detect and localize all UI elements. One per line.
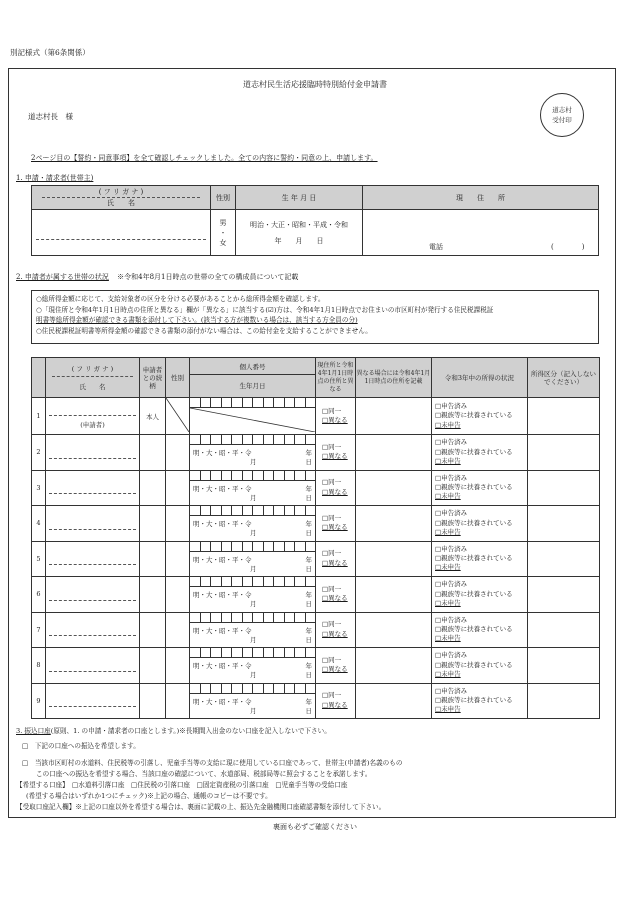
prev-address-cell[interactable] bbox=[356, 648, 432, 684]
income-dependent[interactable]: □親族等に扶養されている bbox=[435, 483, 513, 492]
household-row bbox=[32, 470, 600, 506]
member-gender-cell[interactable] bbox=[166, 577, 190, 613]
ymd-labels: 年 月 日 bbox=[274, 236, 324, 245]
col-mynumber: 個人番号 bbox=[190, 359, 315, 375]
notice-line-4: ○住民税課税証明書等所得金額の確認できる書類の添付がない場合は、この給付金を支給することができません。 bbox=[36, 326, 372, 335]
different-checkbox[interactable]: □異なる bbox=[322, 487, 348, 496]
stamp-line-2: 受付印 bbox=[552, 116, 572, 124]
income-class-cell bbox=[528, 648, 600, 684]
col-furigana: ( フ リ ガ ナ ) bbox=[52, 364, 133, 377]
notice-line-2: ○「現住所と令和4年1月1日時点の住所と異なる」欄が「異なる」に該当する(☑)方は、令和4年1月1日時点でお住まいの市区町村が発行する住民税課税証 bbox=[36, 305, 494, 314]
birthdate-header: 生 年 月 日 bbox=[236, 186, 363, 210]
member-gender-cell[interactable] bbox=[166, 506, 190, 542]
income-status-cell[interactable] bbox=[432, 648, 528, 684]
notice-line-3: 明書等総所得金額が確認できる書類を添付して下さい。(該当する方が複数いる場合は、該当する方全員の分) bbox=[36, 316, 358, 324]
mynumber-birth-cell[interactable] bbox=[190, 470, 316, 506]
same-checkbox[interactable]: □同一 bbox=[322, 513, 342, 522]
income-dependent[interactable]: □親族等に扶養されている bbox=[435, 411, 513, 420]
gender-sep: ・ bbox=[219, 228, 227, 237]
household-row bbox=[32, 435, 600, 471]
bank-option-1[interactable]: □ 下記の口座への振込を希望します。 bbox=[22, 742, 140, 750]
same-checkbox[interactable]: □同一 bbox=[322, 620, 342, 629]
rownum-header bbox=[32, 358, 46, 398]
member-name-cell[interactable] bbox=[46, 398, 140, 435]
applicant-birth-slash bbox=[190, 408, 315, 432]
birth-month-label: 月 bbox=[250, 458, 257, 466]
relation-cell[interactable] bbox=[140, 506, 166, 542]
income-status-cell[interactable] bbox=[432, 435, 528, 471]
birth-eras: 明・大・昭・平・令 bbox=[193, 484, 252, 493]
stamp-line-1: 道志村 bbox=[552, 106, 572, 114]
prev-address-cell[interactable] bbox=[356, 612, 432, 648]
section3-heading: 3. 振込口座 bbox=[16, 727, 51, 735]
birth-date-label: 日 bbox=[305, 564, 312, 573]
birth-eras: 明・大・昭・平・令 bbox=[193, 555, 252, 564]
different-checkbox[interactable]: □異なる bbox=[322, 594, 348, 603]
income-class-cell bbox=[528, 506, 600, 542]
income-dependent[interactable]: □親族等に扶養されている bbox=[435, 696, 513, 705]
notice-line-1: ○総所得金額に応じて、支給対象者の区分を分ける必要があることから総所得金額を確認します。 bbox=[36, 295, 325, 303]
birth-eras: 明・大・昭・平・令 bbox=[193, 662, 252, 670]
income-unfiled[interactable]: □未申告 bbox=[435, 456, 461, 465]
birth-eras: 明・大・昭・平・令 bbox=[193, 591, 252, 599]
member-gender-cell[interactable] bbox=[166, 683, 190, 719]
member-name-header bbox=[46, 358, 140, 398]
same-checkbox[interactable]: □同一 bbox=[322, 478, 342, 487]
relation-header: 申請者との続柄 bbox=[140, 358, 166, 398]
prev-address-cell[interactable] bbox=[356, 541, 432, 577]
same-address-header: 現住所と令和4年1月1日時点の住所と異なる bbox=[316, 358, 356, 398]
row-number: 5 bbox=[32, 541, 46, 577]
same-checkbox[interactable]: □同一 bbox=[322, 549, 342, 558]
household-row bbox=[32, 577, 600, 613]
era-options: 明治・大正・昭和・平成・令和 bbox=[250, 220, 348, 229]
same-address-cell[interactable] bbox=[316, 577, 356, 613]
relation-cell[interactable] bbox=[140, 612, 166, 648]
birth-day-label: 年 bbox=[305, 555, 312, 564]
income-status-cell[interactable] bbox=[432, 398, 528, 435]
same-checkbox[interactable]: □同一 bbox=[322, 655, 342, 664]
member-name-cell[interactable] bbox=[46, 683, 140, 719]
bank-opt2-line-1[interactable]: □ 当該市区町村の水道料、住民税等の引落し、児童手当等の支給に現に使用している口座であって、世帯主(申請者)名義のもの bbox=[22, 759, 403, 767]
income-status-header: 令和3年中の所得の状況 bbox=[432, 358, 528, 398]
mynumber-birth-cell[interactable] bbox=[190, 506, 316, 542]
birth-month-label: 月 bbox=[250, 529, 257, 537]
relation-cell[interactable] bbox=[140, 435, 166, 471]
member-name-cell[interactable] bbox=[46, 506, 140, 542]
income-filed[interactable]: □申告済み bbox=[435, 580, 468, 589]
same-address-cell[interactable] bbox=[316, 541, 356, 577]
income-filed[interactable]: □申告済み bbox=[435, 438, 468, 447]
birth-day-label: 年 bbox=[305, 484, 312, 493]
birth-eras: 明・大・昭・平・令 bbox=[193, 520, 252, 528]
mynumber-birth-cell[interactable] bbox=[190, 683, 316, 719]
relation-cell[interactable] bbox=[140, 648, 166, 684]
income-class-header: 所得区分（記入しないでください） bbox=[528, 358, 600, 398]
birth-date-label: 日 bbox=[305, 529, 312, 537]
income-class-cell bbox=[528, 577, 600, 613]
different-checkbox[interactable]: □異なる bbox=[322, 523, 348, 532]
prev-address-cell[interactable] bbox=[356, 683, 432, 719]
gender-cell[interactable] bbox=[211, 210, 236, 256]
birth-month-label: 月 bbox=[250, 671, 257, 679]
income-dependent[interactable]: □親族等に扶養されている bbox=[435, 625, 513, 634]
gender-male[interactable]: 男 bbox=[219, 218, 227, 227]
prev-address-cell[interactable] bbox=[356, 506, 432, 542]
income-class-cell bbox=[528, 435, 600, 471]
mynumber-birth-cell[interactable] bbox=[190, 648, 316, 684]
prev-address-cell[interactable] bbox=[356, 398, 432, 435]
member-name-cell[interactable] bbox=[46, 612, 140, 648]
member-gender-header: 性別 bbox=[166, 358, 190, 398]
mynumber-birth-header bbox=[190, 358, 316, 398]
section2-heading: 2. 申請者が属する世帯の状況 bbox=[16, 273, 109, 281]
mynumber-birth-cell[interactable] bbox=[190, 577, 316, 613]
household-row bbox=[32, 398, 600, 435]
relation-cell[interactable] bbox=[140, 541, 166, 577]
household-row bbox=[32, 612, 600, 648]
row-number: 9 bbox=[32, 683, 46, 719]
income-class-cell bbox=[528, 470, 600, 506]
same-address-cell[interactable] bbox=[316, 683, 356, 719]
member-gender-cell[interactable] bbox=[166, 612, 190, 648]
same-checkbox[interactable]: □同一 bbox=[322, 691, 342, 700]
section3-heading-row bbox=[16, 726, 331, 737]
footer-note: 裏面も必ずご確認ください bbox=[273, 823, 357, 831]
income-unfiled[interactable]: □未申告 bbox=[435, 598, 461, 607]
prev-address-cell[interactable] bbox=[356, 470, 432, 506]
birth-date-label: 日 bbox=[305, 600, 312, 608]
birth-day-label: 年 bbox=[305, 591, 312, 599]
income-unfiled[interactable]: □未申告 bbox=[435, 420, 461, 429]
income-class-cell bbox=[528, 541, 600, 577]
income-class-cell bbox=[528, 683, 600, 719]
birth-eras: 明・大・昭・平・令 bbox=[193, 449, 252, 457]
different-checkbox[interactable]: □異なる bbox=[322, 452, 348, 461]
member-gender-cell[interactable] bbox=[166, 541, 190, 577]
same-address-cell[interactable] bbox=[316, 612, 356, 648]
applicant-name-header bbox=[32, 186, 211, 210]
income-filed[interactable]: □申告済み bbox=[435, 615, 468, 624]
income-unfiled[interactable]: □未申告 bbox=[435, 563, 461, 572]
income-dependent[interactable]: □親族等に扶養されている bbox=[435, 554, 513, 563]
mynumber-birth-cell[interactable] bbox=[190, 612, 316, 648]
bank-opt2-line-3[interactable]: 【希望する口座】 □水道料引落口座 □住民税の引落口座 □固定資産税の引落口座 □児童手当等の受給口座 bbox=[16, 781, 348, 789]
applicant-tag: (申請者) bbox=[80, 421, 105, 429]
relation-cell[interactable] bbox=[140, 470, 166, 506]
birth-day-label: 年 bbox=[305, 520, 312, 528]
relation-cell[interactable] bbox=[140, 577, 166, 613]
furigana-label: ( フ リ ガ ナ ) bbox=[42, 187, 200, 198]
income-filed[interactable]: □申告済み bbox=[435, 686, 468, 695]
income-unfiled[interactable]: □未申告 bbox=[435, 634, 461, 643]
birth-day-label: 年 bbox=[305, 662, 312, 670]
member-name-cell[interactable] bbox=[46, 648, 140, 684]
col-name: 氏 名 bbox=[79, 383, 106, 391]
income-dependent[interactable]: □親族等に扶養されている bbox=[435, 447, 513, 456]
income-status-cell[interactable] bbox=[432, 506, 528, 542]
tel-label: 電話 bbox=[429, 243, 443, 251]
birth-date-label: 日 bbox=[305, 635, 312, 644]
address-cell[interactable] bbox=[363, 210, 599, 256]
name-label: 氏 名 bbox=[107, 199, 135, 207]
applicant-name-cell[interactable] bbox=[32, 210, 211, 256]
form-label: 別記様式（第6条関係） bbox=[10, 48, 90, 57]
relation-cell[interactable] bbox=[140, 398, 166, 435]
different-checkbox[interactable]: □異なる bbox=[322, 558, 348, 567]
applicant-table bbox=[31, 185, 599, 256]
birth-month-label: 月 bbox=[250, 600, 257, 608]
household-row bbox=[32, 506, 600, 542]
income-status-cell[interactable] bbox=[432, 577, 528, 613]
income-dependent[interactable]: □親族等に扶養されている bbox=[435, 518, 513, 527]
member-name-cell[interactable] bbox=[46, 470, 140, 506]
birth-date-label: 日 bbox=[305, 493, 312, 502]
member-name-cell[interactable] bbox=[46, 577, 140, 613]
bank-opt2-line-2: この口座への振込を希望する場合、当該口座の確認について、水道部局、税部局等に照会することを承諾します。 bbox=[36, 770, 372, 778]
bank-opt2-line-5: 【受取口座記入欄】※上記の口座以外を希望する場合は、裏面に記載の上、振込先金融機関口座確認書類を添付して下さい。 bbox=[16, 803, 386, 811]
income-unfiled[interactable]: □未申告 bbox=[435, 527, 461, 536]
different-checkbox[interactable]: □異なる bbox=[322, 629, 348, 638]
birth-day-label: 年 bbox=[305, 626, 312, 635]
member-name-cell[interactable] bbox=[46, 541, 140, 577]
prev-address-header: 異なる場合には令和4年1月1日時点の住所を記載 bbox=[356, 358, 432, 398]
birth-month-label: 月 bbox=[250, 635, 257, 644]
section1-heading: 1. 申請・請求者(世帯主) bbox=[16, 174, 94, 182]
income-filed[interactable]: □申告済み bbox=[435, 544, 468, 553]
income-unfiled[interactable]: □未申告 bbox=[435, 705, 461, 714]
mynumber-birth-cell[interactable] bbox=[190, 398, 316, 435]
household-row bbox=[32, 541, 600, 577]
addressee: 道志村長 様 bbox=[28, 112, 73, 121]
same-checkbox[interactable]: □同一 bbox=[322, 442, 342, 451]
household-row bbox=[32, 648, 600, 684]
income-unfiled[interactable]: □未申告 bbox=[435, 669, 461, 678]
document-title: 道志村民生活応援臨時特別給付金申請書 bbox=[243, 80, 387, 89]
section3-note: (原則、1. の申請・請求者の口座とします。)※長期間入出金のない口座を記入しないで下さい。 bbox=[50, 727, 331, 735]
birth-eras: 明・大・昭・平・令 bbox=[193, 697, 252, 706]
income-filed[interactable]: □申告済み bbox=[435, 402, 468, 411]
different-checkbox[interactable]: □異なる bbox=[322, 665, 348, 674]
birth-month-label: 月 bbox=[250, 564, 257, 573]
gender-header: 性別 bbox=[211, 186, 236, 210]
income-filed[interactable]: □申告済み bbox=[435, 473, 468, 482]
income-class-cell bbox=[528, 612, 600, 648]
row-number: 6 bbox=[32, 577, 46, 613]
different-checkbox[interactable]: □異なる bbox=[322, 700, 348, 709]
birth-date-label: 日 bbox=[305, 671, 312, 679]
section2-note: ※令和4年8月1日時点の世帯の全ての構成員について記載 bbox=[117, 273, 299, 281]
row-number: 8 bbox=[32, 648, 46, 684]
row-number: 1 bbox=[32, 398, 46, 435]
same-address-cell[interactable] bbox=[316, 435, 356, 471]
income-unfiled[interactable]: □未申告 bbox=[435, 492, 461, 501]
birth-date-label: 日 bbox=[305, 706, 312, 715]
mynumber-birth-cell[interactable] bbox=[190, 435, 316, 471]
member-gender-cell[interactable] bbox=[166, 435, 190, 471]
reception-stamp bbox=[540, 93, 584, 137]
member-gender-cell[interactable] bbox=[166, 470, 190, 506]
same-address-cell[interactable] bbox=[316, 648, 356, 684]
prev-address-cell[interactable] bbox=[356, 577, 432, 613]
row-number: 2 bbox=[32, 435, 46, 471]
mynumber-birth-cell[interactable] bbox=[190, 541, 316, 577]
household-table bbox=[31, 357, 600, 719]
same-checkbox[interactable]: □同一 bbox=[322, 584, 342, 593]
income-status-cell[interactable] bbox=[432, 541, 528, 577]
birth-month-label: 月 bbox=[250, 706, 257, 715]
bank-option-2 bbox=[16, 758, 612, 813]
birth-day-label: 年 bbox=[305, 449, 312, 457]
income-notice-box bbox=[31, 290, 599, 344]
row-number: 3 bbox=[32, 470, 46, 506]
relation-cell[interactable] bbox=[140, 683, 166, 719]
income-filed[interactable]: □申告済み bbox=[435, 651, 468, 660]
prev-address-cell[interactable] bbox=[356, 435, 432, 471]
gender-female[interactable]: 女 bbox=[219, 238, 227, 247]
income-class-cell bbox=[528, 398, 600, 435]
income-dependent[interactable]: □親族等に扶養されている bbox=[435, 589, 513, 598]
same-address-cell[interactable] bbox=[316, 470, 356, 506]
same-checkbox[interactable]: □同一 bbox=[322, 406, 342, 415]
row-number: 4 bbox=[32, 506, 46, 542]
member-gender-cell[interactable] bbox=[166, 648, 190, 684]
birthdate-cell[interactable] bbox=[236, 210, 363, 256]
household-row bbox=[32, 683, 600, 719]
different-checkbox[interactable]: □異なる bbox=[322, 416, 348, 424]
bank-opt2-line-4: (希望する場合はいずれか1つにチェック)※上記の場合、通帳のコピーは不要です。 bbox=[26, 792, 272, 800]
birth-date-label: 日 bbox=[305, 458, 312, 466]
birth-month-label: 月 bbox=[250, 493, 257, 502]
birth-eras: 明・大・昭・平・令 bbox=[193, 626, 252, 635]
income-status-cell[interactable] bbox=[432, 612, 528, 648]
income-filed[interactable]: □申告済み bbox=[435, 509, 468, 518]
same-address-cell[interactable] bbox=[316, 506, 356, 542]
income-dependent[interactable]: □親族等に扶養されている bbox=[435, 660, 513, 669]
confirm-declaration: 2ページ目の【誓約・同意事項】を全て確認しチェックしました。全ての内容に誓約・同意の上、申請します。 bbox=[31, 154, 378, 162]
row-number: 7 bbox=[32, 612, 46, 648]
section2-heading-row bbox=[16, 272, 298, 282]
address-header: 現 住 所 bbox=[363, 186, 599, 210]
relation-self: 本人 bbox=[146, 412, 159, 421]
income-status-cell[interactable] bbox=[432, 683, 528, 719]
gender-slash bbox=[166, 398, 189, 432]
same-address-cell[interactable] bbox=[316, 398, 356, 435]
income-status-cell[interactable] bbox=[432, 470, 528, 506]
birth-day-label: 年 bbox=[305, 697, 312, 706]
col-birth: 生年月日 bbox=[239, 382, 266, 390]
tel-paren: ( ) bbox=[551, 243, 585, 251]
member-gender-cell[interactable] bbox=[166, 398, 190, 435]
member-name-cell[interactable] bbox=[46, 435, 140, 471]
